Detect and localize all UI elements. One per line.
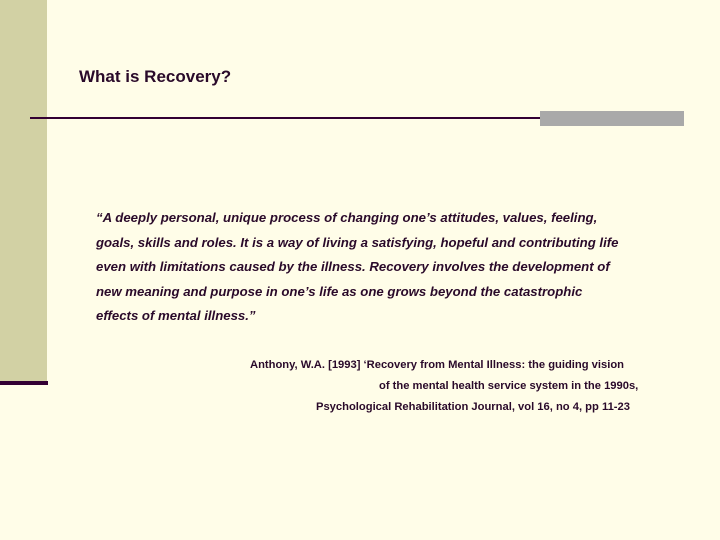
citation-line: Anthony, W.A. [1993] ‘Recovery from Mental Illness: the guiding vision: [250, 359, 625, 371]
recovery-definition-quote: [96, 206, 671, 329]
citation-line: Psychological Rehabilitation Journal, vol 16, no 4, pp 11-23: [316, 401, 630, 413]
quote-line: new meaning and purpose in one’s life as one grows beyond the catastrophic: [96, 283, 583, 299]
citation-line: of the mental health service system in the 1990s,: [379, 380, 639, 392]
quote-citation: [230, 355, 690, 418]
quote-line: goals, skills and roles. It is a way of living a satisfying, hopeful and contributing life: [96, 234, 619, 250]
quote-line: even with limitations caused by the illness. Recovery involves the development of: [96, 259, 610, 274]
slide-title: What is Recovery?: [79, 67, 232, 87]
left-decorative-bar: [0, 0, 47, 383]
quote-line: effects of mental illness.”: [96, 308, 256, 323]
left-bar-accent: [0, 381, 48, 385]
divider-accent-block: [540, 111, 684, 126]
quote-line: “A deeply personal, unique process of changing one’s attitudes, values, feeling,: [96, 210, 598, 225]
